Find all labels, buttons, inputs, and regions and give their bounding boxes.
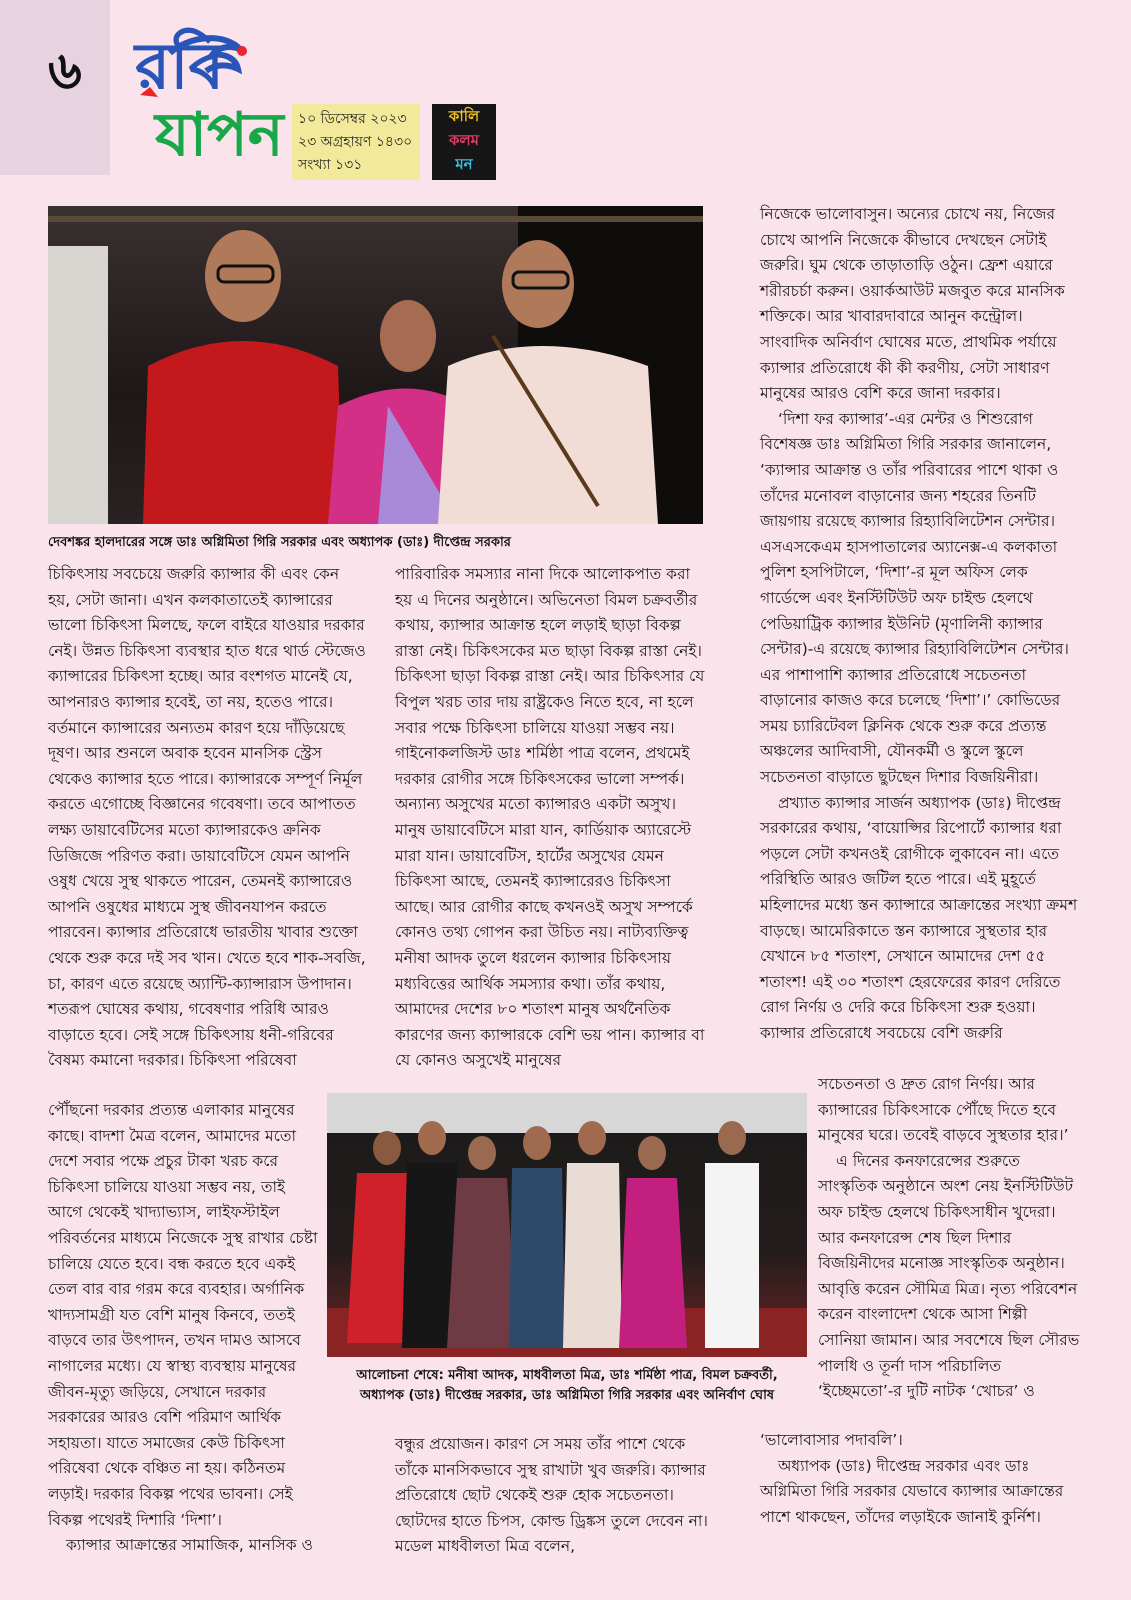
article-paragraph: নিজেকে ভালোবাসুন। অন্যের চোখে নয়, নিজের চোখে আপনি নিজেকে কীভাবে দেখছেন সেটাই জরুরি। ঘুম থেকে তাড়াতাড়ি ওঠুন। ফ্রেশ এয়ারে শরীরচর্চা করুন। ওয়ার্কআউট মজবুত করে মানসিক শক্তিকে। আর খাবারদাবারে আনুন কন্ট্রোল। সাংবাদিক অনির্বাণ ঘোষের মতে, প্রাথমিক পর্যায়ে ক্যান্সার প্রতিরোধে কী কী করণীয়, সেটা সাধারণ মানুষের আরও বেশি করে জানা দরকার। [760,205,1065,403]
article-paragraph: চিকিৎসায় সবচেয়ে জরুরি ক্যান্সার কী এবং কেন হয়, সেটা জানা। এখন কলকাতাতেই ক্যান্সারের ভালো চিকিৎসা মিলছে, ফলে বাইরে যাওয়ার দরকার নেই। উন্নত চিকিৎসা ব্যবস্থার হাত ধরে থার্ড স্টেজেও ক্যান্সারের চিকিৎসা হচ্ছে। আর বংশগত মানেই যে, আপনারও ক্যান্সার হবেই, তা নয়, হতেও পারে। বর্তমানে ক্যান্সারের অন্যতম কারণ হয়ে দাঁড়িয়েছে দূষণ। আর শুনলে অবাক হবেন মানসিক স্ট্রেস থেকেও ক্যান্সার হতে পারে। ক্যান্সারকে সম্পূর্ণ নির্মূল করতে এগোচ্ছে বিজ্ঞানের গবেষণা। তবে আপাতত লক্ষ্য ডায়াবেটিসের মতো ক্যান্সারকেও ক্রনিক ডিজিজে পরিণত করা। ডায়াবেটিসে যেমন আপনি ওষুধ খেয়ে সুস্থ থাকতে পারেন, তেমনই ক্যান্সারেও আপনি ওষুধের মাধ্যমে সুস্থ জীবনযাপন করতে পারবেন। ক্যান্সার প্রতিরোধে ভারতীয় খাবার শুক্তো থেকে শুরু করে দই সব খান। খেতে হবে শাক-সবজি, চা, কারণ এতে রয়েছে অ্যান্টি-ক্যান্সারাস উপাদান। শতরূপ ঘোষের কথায়, গবেষণার পরিধি আরও বাড়াতে হবে। সেই সঙ্গে চিকিৎসায় ধনী-গরিবের বৈষম্য কমানো দরকার। চিকিৎসা পরিষেবা [48,565,366,1070]
article-paragraph: প্রখ্যাত ক্যান্সার সার্জন অধ্যাপক (ডাঃ) দীপ্তেন্দ্র সরকারের কথায়, ‘বায়োপ্সির রিপোর্টে ক্যান্সার ধরা পড়লে সেটা কখনওই রোগীকে লুকাবেন না। এতে পরিস্থিতি আরও জটিল হতে পারে। এই মুহূর্তে মহিলাদের মধ্যে স্তন ক্যান্সারে আক্রান্তের সংখ্যা ক্রমশ বাড়ছে। আমেরিকাতে স্তন ক্যান্সারে সুস্থতার হার যেখানে ৮৫ শতাংশ, সেখানে আমাদের দেশ ৫৫ শতাংশ! এই ৩০ শতাংশ হেরফেরের কারণ দেরিতে রোগ নির্ণয় ও দেরি করে চিকিৎসা শুরু হওয়া। ক্যান্সার প্রতিরোধে সবচেয়ে বেশি জরুরি [760,793,1078,1042]
article-col1-bottom [48,1098,320,1559]
photo-caption-2: আলোচনা শেষে: মনীষা আদক, মাধবীলতা মিত্র, ডাঃ শর্মিষ্ঠা পাত্র, বিমল চক্রবর্তী, অধ্যাপক (ডাঃ) দীপ্তেন্দ্র সরকার, ডাঃ অগ্নিমিতা গিরি সরকার এবং অনির্বাণ ঘোষ [356,1368,778,1403]
issue-date-box [292,104,420,180]
logo-word-japon: যাপন [155,100,284,170]
article-paragraph: ‘ভালোবাসার পদাবলি’। [760,1431,903,1449]
article-paragraph: বন্ধুর প্রয়োজন। কারণ সে সময় তাঁর পাশে থেকে তাঁকে মানসিকভাবে সুস্থ রাখাটা খুব জরুরি। ক্যান্সার প্রতিরোধে ছোট থেকেই শুরু হোক সচেতনতা। ছোটদের হাতে চিপস, কোল্ড ড্রিঙ্কস তুলে দেবেন না। মডেল মাধবীলতা মিত্র বলেন, [395,1435,708,1556]
date-english: ১০ ডিসেম্বর ২০২৩ [298,111,407,127]
article-col2-bottom [395,1432,711,1560]
article-col1-top [48,562,366,1074]
article-paragraph: পৌঁছনো দরকার প্রত্যন্ত এলাকার মানুষের কাছে। বাদশা মৈত্র বলেন, আমাদের মতো দেশে সবার পক্ষে প্রচুর টাকা খরচ করে চিকিৎসা চালিয়ে যাওয়া সম্ভব নয়, তাই আগে থেকেই খাদ্যাভ্যাস, লাইফস্টাইল পরিবর্তনের মাধ্যমে নিজেকে সুস্থ রাখার চেষ্টা চালিয়ে যেতে হবে। বন্ধ করতে হবে একই তেল বার বার গরম করে ব্যবহার। অর্গানিক খাদ্যসামগ্রী যত বেশি মানুষ কিনবে, ততই বাড়বে তার উৎপাদন, তখন দামও আসবে নাগালের মধ্যে। যে স্বাস্থ্য ব্যবস্থায় মানুষের জীবন-মৃত্যু জড়িয়ে, সেখানে দরকার সরকারের আরও বেশি পরিমাণ আর্থিক সহায়তা। যাতে সমাজের কেউ চিকিৎসা পরিষেবা থেকে বঞ্চিত না হয়। কঠিনতম লড়াই। দরকার বিকল্প পথের ভাবনা। সেই বিকল্প পথেরই দিশারি ‘দিশা’। [48,1101,318,1529]
article-paragraph: ‘দিশা ফর ক্যান্সার’-এর মেন্টর ও শিশুরোগ বিশেষজ্ঞ ডাঃ অগ্নিমিতা গিরি সরকার জানালেন, ‘ক্যান্সার আক্রান্ত ও তাঁর পরিবারের পাশে থাকা ও তাঁদের মনোবল বাড়ানোর জন্য শহরের তিনটি জায়গায় রয়েছে ক্যান্সার রিহ্যাবিলিটেশন সেন্টার। এসএসকেএম হাসপাতালের অ্যানেক্স-এ কলকাতা পুলিশ হসপিটালে, ‘দিশা’-র মূল অফিস লেক গার্ডেন্সে এবং ইনস্টিটিউট অফ চাইল্ড হেলথে পেডিয়াট্রিক ক্যান্সার ইউনিট (মৃণালিনী ক্যান্সার সেন্টার)-এ রয়েছে ক্যান্সার রিহ্যাবিলিটেশন সেন্টার। এর পাশাপাশি ক্যান্সার প্রতিরোধে সচেতনতা বাড়ানোর কাজও করে চলেছে ‘দিশা’।’ কোভিডের সময় চ্যারিটেবল ক্লিনিক থেকে শুরু করে প্রত্যন্ত অঞ্চলের আদিবাসী, যৌনকর্মী ও স্কুলে স্কুলে সচেতনতা বাড়াতে ছুটছেন দিশার বিজয়িনীরা। [760,409,1069,787]
page-number: ৬ [48,40,82,101]
logo-word-rabi: রবি [135,29,225,104]
photo-three-guests [48,206,703,524]
article-col3-top [760,202,1080,1047]
article-paragraph: সচেতনতা ও দ্রুত রোগ নির্ণয়। আর ক্যান্সারের চিকিৎসাকে পৌঁছে দিতে হবে মানুষের ঘরে। তবেই বাড়বে সুস্থতার হার।’ [818,1075,1069,1145]
article-col3-bottom [818,1072,1080,1405]
article-col3-end [760,1428,1080,1530]
photo-group-panel [327,1093,807,1357]
article-paragraph: এ দিনের কনফারেন্সের শুরুতে সাংস্কৃতিক অনুষ্ঠানে অংশ নেয় ইনস্টিটিউট অফ চাইল্ড হেলথে চিকিৎসাধীন খুদেরা। আর কনফারেন্স শেষ ছিল দিশার বিজয়িনীদের মনোজ্ঞ সাংস্কৃতিক অনুষ্ঠান। আবৃত্তি করেন সৌমিত্র মিত্র। নৃত্য পরিবেশন করেন বাংলাদেশ থেকে আসা শিল্পী সোনিয়া জামান। আর সবশেষে ছিল সৌরভ পালধি ও তূর্না দাস পরিচালিত ‘ইচ্ছেমতো’-র দুটি নাটক ‘খোচর’ ও [818,1151,1080,1401]
article-paragraph: ক্যান্সার আক্রান্তের সামাজিক, মানসিক ও [66,1536,313,1555]
page-number-tab [0,0,110,175]
rabi-japon-logo [130,29,284,185]
article-col2-top [395,562,711,1074]
photo-caption-1: দেবশঙ্কর হালদারের সঙ্গে ডাঃ অগ্নিমিতা গিরি সরকার এবং অধ্যাপক (ডাঃ) দীপ্তেন্দ্র সরকার [48,535,511,550]
date-bengali: ২৩ অগ্রহায়ণ ১৪৩০ [298,134,413,150]
issue-number: সংখ্যা ১৩১ [298,157,363,173]
article-paragraph: অধ্যাপক (ডাঃ) দীপ্তেন্দ্র সরকার এবং ডাঃ অগ্নিমিতা গিরি সরকার যেভাবে ক্যান্সার আক্রান্তের পাশে থাকছেন, তাঁদের লড়াইকে জানাই কুর্নিশ। [760,1456,1064,1526]
kali-kalam-mon-logo: কালি কলম মন [432,104,496,180]
article-paragraph: পারিবারিক সমস্যার নানা দিকে আলোকপাত করা হয় এ দিনের অনুষ্ঠানে। অভিনেতা বিমল চক্রবর্তীর কথায়, ক্যান্সার আক্রান্ত হলে লড়াই ছাড়া বিকল্প রাস্তা নেই। চিকিৎসকের মত ছাড়া বিকল্প রাস্তা নেই। চিকিৎসা ছাড়া বিকল্প রাস্তা নেই। আর চিকিৎসার যে বিপুল খরচ তার দায় রাষ্ট্রকেও নিতে হবে, না হলে সবার পক্ষে চিকিৎসা চালিয়ে যাওয়া সম্ভব নয়। গাইনোকলজিস্ট ডাঃ শর্মিষ্ঠা পাত্র বলেন, প্রথমেই দরকার রোগীর সঙ্গে চিকিৎসকের ভালো সম্পর্ক। অন্যান্য অসুখের মতো ক্যান্সারও একটা অসুখ। মানুষ ডায়াবেটিসে মারা যান, কার্ডিয়াক অ্যারেস্টে মারা যান। ডায়াবেটিস, হার্টের অসুখের যেমন চিকিৎসা আছে, তেমনই ক্যান্সারেরও চিকিৎসা আছে। আর রোগীর কাছে কখনওই অসুখ সম্পর্কে কোনও তথ্য গোপন করা উচিত নয়। নাট্যব্যক্তিত্ব মনীষা আদক তুলে ধরলেন ক্যান্সার চিকিৎসায় মধ্যবিত্তের আর্থিক সমস্যার কথা। তাঁর কথায়, আমাদের দেশের ৮০ শতাংশ মানুষ অর্থনৈতিক কারণের জন্য ক্যান্সারকে বেশি ভয় পান। ক্যান্সার বা যে কোনও অসুখেই মানুষের [395,565,705,1070]
